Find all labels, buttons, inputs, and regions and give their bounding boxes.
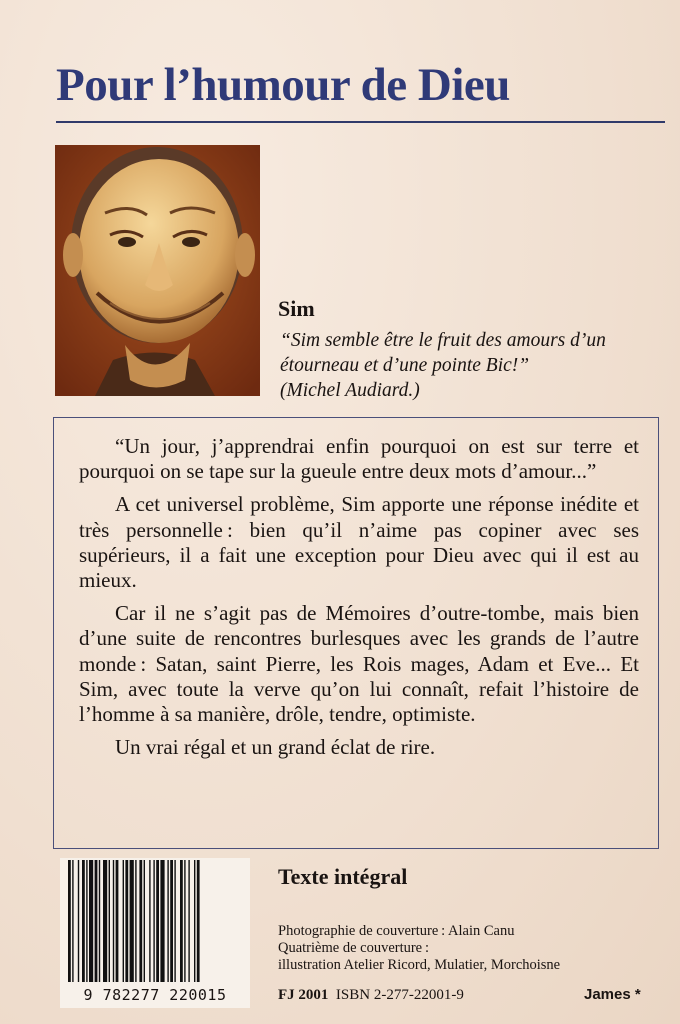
author-caricature-image (55, 145, 260, 396)
barcode-bar (99, 860, 100, 982)
barcode-bar (82, 860, 85, 982)
title-divider (56, 121, 665, 123)
barcode-bar (167, 860, 168, 982)
barcode-bar (125, 860, 128, 982)
catalog-line (278, 987, 464, 1004)
barcode-bar (123, 860, 124, 982)
credit-line: Quatrième de couverture : (278, 940, 430, 956)
barcode-bar (180, 860, 183, 982)
barcode-bar (170, 860, 173, 982)
credits (278, 923, 560, 974)
barcode-bars (60, 858, 250, 986)
quote-line: étourneau et d’une pointe Bic!” (280, 355, 530, 376)
barcode-bar (68, 860, 71, 982)
back-cover-blurb (79, 434, 639, 768)
quote-attribution: (Michel Audiard.) (280, 380, 420, 401)
edition-label: Texte intégral (278, 864, 408, 889)
barcode-bar (149, 860, 150, 982)
book-title: Pour l’humour de Dieu (56, 59, 510, 111)
credit-line: illustration Atelier Ricord, Mulatier, Morchoisne (278, 957, 561, 973)
barcode-bar (139, 860, 142, 982)
blurb-paragraph: Car il ne s’agit pas de Mémoires d’outre-tombe, mais bien d’une suite de rencontres burlesques avec les grands de l’autre monde : Satan, saint Pierre, les Rois mages, Adam et Eve... Et Sim, avec toute la verve qu’on lui connaît, refait l’histoire de l’homme à sa manière, drôle, tendre, optimiste. (79, 601, 639, 727)
author-quote (280, 328, 660, 403)
barcode-bar (89, 860, 93, 982)
author-name: Sim (278, 296, 315, 321)
publisher-logo-text: James * (584, 986, 641, 1003)
barcode (60, 858, 250, 1008)
barcode-bar (86, 860, 87, 982)
barcode-bar (188, 860, 189, 982)
barcode-bar (116, 860, 119, 982)
barcode-bar (72, 860, 73, 982)
barcode-bar (197, 860, 200, 982)
barcode-bar (174, 860, 175, 982)
barcode-number: 9 782277 220015 (83, 986, 227, 1004)
barcode-bar (135, 860, 136, 982)
isbn-number: 2-277-22001-9 (373, 987, 464, 1003)
barcode-bar (95, 860, 98, 982)
blurb-paragraph: Un vrai régal et un grand éclat de rire. (115, 735, 436, 760)
barcode-bar (130, 860, 134, 982)
barcode-bar (109, 860, 110, 982)
blurb-paragraph: A cet universel problème, Sim apporte une réponse inédite et très personnelle : bien qu’il n’aime pas copiner avec ses supérieurs, il a fait une exception pour Dieu avec qui il est au mieux. (79, 492, 639, 593)
barcode-bar (194, 860, 195, 982)
credit-line: Photographie de couverture : Alain Canu (278, 923, 515, 939)
barcode-bar (78, 860, 79, 982)
isbn-label: ISBN (335, 987, 371, 1003)
quote-line: “Sim semble être le fruit des amours d’un (280, 330, 606, 351)
barcode-bar (103, 860, 107, 982)
barcode-bar (113, 860, 114, 982)
barcode-bar (144, 860, 145, 982)
barcode-bar (160, 860, 164, 982)
barcode-bar (153, 860, 154, 982)
barcode-bar (156, 860, 159, 982)
catalog-code: FJ 2001 (278, 987, 329, 1003)
blurb-paragraph: “Un jour, j’apprendrai enfin pourquoi on est sur terre et pourquoi on se tape sur la gueule entre deux mots d’amour...” (79, 434, 639, 484)
barcode-bar (184, 860, 185, 982)
